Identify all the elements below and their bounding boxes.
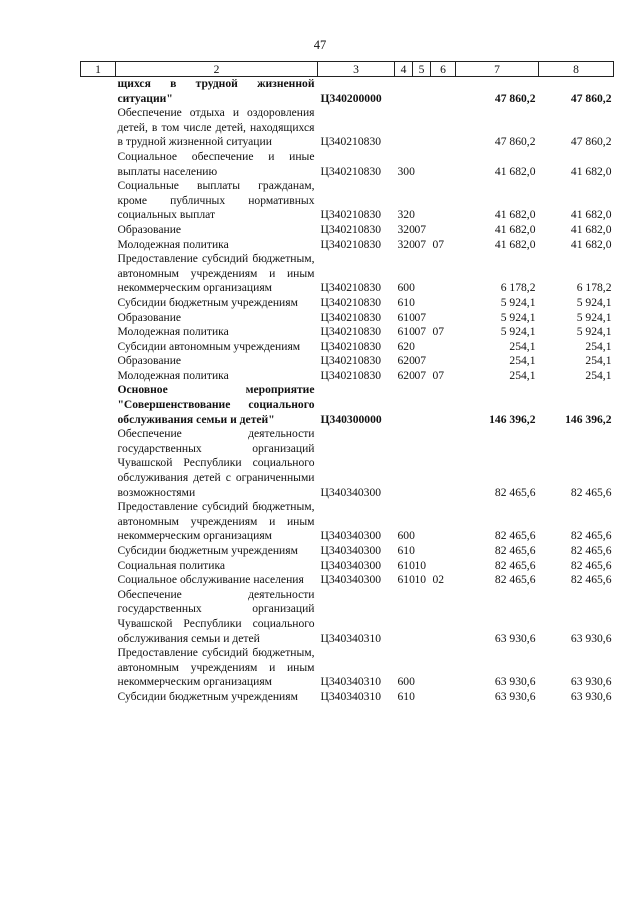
row-code: Ц340210830 [320,164,382,178]
row-code: Ц340340300 [320,485,382,499]
row-code: Ц340340310 [320,631,382,645]
row-expense-type: 320 [397,222,415,236]
table-row [81,340,614,355]
row-name: Образование [117,354,182,368]
row-name: Субсидии бюджетным учреждениям [117,295,298,309]
row-amount-2: 41 682,0 [570,237,612,251]
row-expense-type: 610 [397,573,415,587]
row-code: Ц340210830 [320,368,382,382]
row-subsection [431,354,456,369]
row-section [413,252,431,296]
row-subsection [431,690,456,705]
row-subsection [431,223,456,238]
row-subsection [431,646,456,690]
row-amount-1: 5 924,1 [500,295,536,309]
row-amount-2: 146 396,2 [565,412,612,426]
table-row [81,573,614,588]
row-subsection [431,383,456,427]
table-row [81,559,614,574]
row-amount-1: 63 930,6 [494,675,536,689]
row-amount-1: 63 930,6 [494,689,536,703]
row-amount-2: 41 682,0 [570,208,612,222]
row-amount-2: 5 924,1 [576,310,612,324]
row-code: Ц340340300 [320,529,382,543]
row-section [413,296,431,311]
row-section [413,383,431,427]
row-subsection: 02 [432,573,445,587]
row-amount-1: 6 178,2 [500,281,536,295]
table-row [81,383,614,427]
row-code: Ц340210830 [320,281,382,295]
row-subsection [431,179,456,223]
row-amount-2: 254,1 [585,368,612,382]
row-name: Молодежная политика [117,325,229,339]
row-name: Предоставление субсидий бюджетным, автономным учреждениям и иным некоммерческим организациям [117,646,315,689]
row-name: Социальная политика [117,558,226,572]
row-code: Ц340340300 [320,558,382,572]
row-subsection [431,500,456,544]
table-row [81,325,614,340]
row-amount-2: 63 930,6 [570,675,612,689]
row-name: Субсидии автономным учреждениям [117,339,301,353]
column-header: 4 [395,62,413,77]
row-code: Ц340210830 [320,339,382,353]
row-name: Субсидии бюджетным учреждениям [117,544,298,557]
column-header: 3 [318,62,395,77]
row-code: Ц340340310 [320,675,382,689]
row-section [413,106,431,150]
row-amount-2: 82 465,6 [570,573,612,587]
row-section: 07 [414,354,427,368]
row-subsection [431,106,456,150]
row-amount-1: 63 930,6 [494,631,536,645]
row-section [413,179,431,223]
row-expense-type: 600 [397,529,415,543]
row-code: Ц340300000 [320,412,382,426]
row-section: 07 [414,368,427,382]
row-section: 07 [414,325,427,339]
row-amount-2: 254,1 [585,339,612,353]
row-name: Молодежная политика [117,237,229,251]
table-row [81,354,614,369]
page-number: 47 [313,38,327,52]
row-name: Предоставление субсидий бюджетным, автономным учреждениям и иным некоммерческим организациям [117,500,315,543]
row-amount-1: 254,1 [509,368,536,382]
row-expense-type: 610 [397,310,415,324]
row-expense-type [395,383,413,427]
row-section [413,690,431,705]
row-section: 10 [414,573,427,587]
row-code: Ц340210830 [320,354,382,368]
row-code: Ц340210830 [320,135,382,149]
row-amount-2: 47 860,2 [570,91,612,105]
row-amount-1: 254,1 [509,339,536,353]
row-expense-type: 610 [397,325,415,339]
row-amount-1: 47 860,2 [494,91,536,105]
table-row [81,150,614,179]
row-amount-2: 63 930,6 [570,631,612,645]
row-subsection [431,340,456,355]
table-row [81,106,614,150]
column-header: 2 [116,62,318,77]
row-section: 07 [414,310,427,324]
table-row [81,646,614,690]
row-expense-type: 600 [397,281,415,295]
row-expense-type [395,588,413,646]
row-name: Молодежная политика [117,368,229,382]
row-subsection: 07 [432,368,445,382]
row-code: Ц340340300 [320,544,382,557]
row-expense-type: 620 [397,368,415,382]
row-amount-1: 5 924,1 [500,310,536,324]
row-name: Обеспечение деятельности государственных организаций Чувашской Республики социального обслуживания детей с ограниченными возможностями [117,427,315,499]
row-subsection [431,296,456,311]
row-subsection [431,252,456,296]
row-section: 07 [414,237,427,251]
row-code: Ц340340300 [320,573,382,587]
row-name: Основное мероприятие "Совершенствование социального обслуживания семьи и детей" [117,383,315,426]
row-section [413,427,431,500]
row-section [413,77,431,107]
row-code: Ц340210830 [320,295,382,309]
row-amount-2: 63 930,6 [570,689,612,703]
row-name: щихся в трудной жизненной ситуации" [117,77,315,105]
row-section [413,646,431,690]
row-amount-2: 82 465,6 [570,529,612,543]
row-expense-type: 620 [397,339,415,353]
row-amount-2: 47 860,2 [570,135,612,149]
row-subsection: 07 [432,237,445,251]
table-row [81,690,614,705]
row-section [413,588,431,646]
row-amount-2: 5 924,1 [576,325,612,339]
row-subsection [431,544,456,559]
row-section: 10 [414,558,427,572]
column-header: 7 [456,62,539,77]
row-code: Ц340210830 [320,222,382,236]
row-amount-1: 41 682,0 [494,222,536,236]
row-code: Ц340210830 [320,310,382,324]
row-subsection [431,588,456,646]
row-amount-2: 41 682,0 [570,164,612,178]
row-amount-1: 5 924,1 [500,325,536,339]
row-subsection [431,77,456,107]
row-amount-2: 82 465,6 [570,544,612,557]
row-amount-1: 82 465,6 [494,529,536,543]
row-subsection: 07 [432,325,445,339]
column-header: 8 [539,62,614,77]
row-amount-2: 41 682,0 [570,222,612,236]
table-row [81,77,614,107]
row-section [413,150,431,179]
row-name: Образование [117,310,182,324]
column-header: 6 [431,62,456,77]
row-amount-2: 82 465,6 [570,558,612,572]
row-expense-type: 320 [397,237,415,251]
row-code: Ц340340310 [320,689,382,703]
row-expense-type: 600 [397,675,415,689]
column-header: 1 [81,62,116,77]
row-expense-type [395,106,413,150]
row-code: Ц340210830 [320,325,382,339]
row-amount-1: 82 465,6 [494,544,536,557]
row-code: Ц340210830 [320,208,382,222]
table-row [81,369,614,384]
row-expense-type: 320 [397,208,415,222]
row-section [413,500,431,544]
row-section [413,340,431,355]
row-section [413,544,431,559]
row-amount-1: 254,1 [509,354,536,368]
column-header-row [81,62,614,77]
row-section: 07 [414,222,427,236]
table-row [81,544,614,559]
row-amount-1: 146 396,2 [489,412,536,426]
column-header: 5 [413,62,431,77]
row-code: Ц340200000 [320,91,382,105]
row-expense-type: 610 [397,558,415,572]
row-name: Обеспечение деятельности государственных организаций Чувашской Республики социального обслуживания семьи и детей [117,587,315,645]
row-expense-type: 620 [397,354,415,368]
table-row [81,588,614,646]
row-expense-type: 610 [397,544,415,557]
row-name: Социальное обеспечение и иные выплаты населению [117,149,315,178]
row-expense-type [395,427,413,500]
row-expense-type: 610 [397,295,415,309]
table-row [81,427,614,500]
table-row [81,223,614,238]
row-amount-1: 41 682,0 [494,237,536,251]
row-amount-1: 82 465,6 [494,558,536,572]
row-amount-2: 6 178,2 [576,281,612,295]
table-row [81,500,614,544]
row-name: Социальные выплаты гражданам, кроме публичных нормативных социальных выплат [117,179,315,222]
row-amount-2: 5 924,1 [576,295,612,309]
row-amount-1: 47 860,2 [494,135,536,149]
row-amount-1: 41 682,0 [494,208,536,222]
row-amount-2: 254,1 [585,354,612,368]
row-subsection [431,150,456,179]
row-expense-type: 610 [397,689,415,703]
row-amount-1: 41 682,0 [494,164,536,178]
table-row [81,252,614,296]
row-subsection [431,311,456,326]
table-row [81,296,614,311]
table-row [81,238,614,253]
row-name: Социальное обслуживание населения [117,573,304,587]
row-name: Субсидии бюджетным учреждениям [117,689,298,703]
table-body [81,77,614,705]
table-row [81,179,614,223]
row-expense-type: 300 [397,164,415,178]
row-name: Образование [117,222,182,236]
row-name: Предоставление субсидий бюджетным, автономным учреждениям и иным некоммерческим организациям [117,252,315,295]
row-amount-1: 82 465,6 [494,573,536,587]
row-subsection [431,427,456,500]
row-amount-1: 82 465,6 [494,485,536,499]
row-amount-2: 82 465,6 [570,485,612,499]
budget-table [80,61,614,705]
row-expense-type [395,77,413,107]
row-code: Ц340210830 [320,237,382,251]
table-row [81,311,614,326]
row-name: Обеспечение отдыха и оздоровления детей, в том числе детей, находящихся в трудной жизненной ситуации [117,106,315,149]
row-subsection [431,559,456,574]
